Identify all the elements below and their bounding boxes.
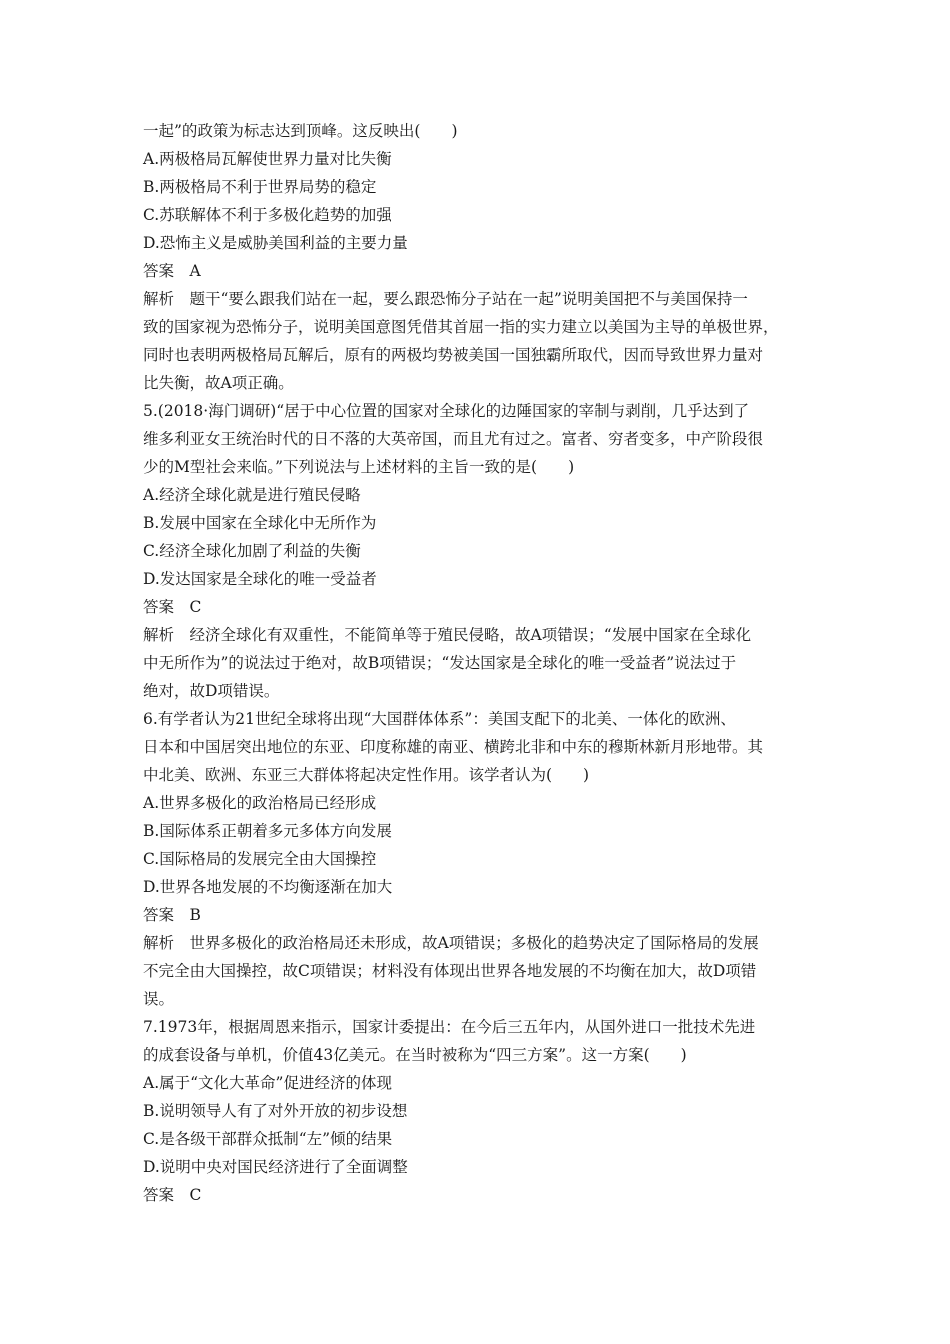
q7-option-d: D.说明中央对国民经济进行了全面调整 [143, 1158, 408, 1176]
q6-stem-line: 中北美、欧洲、东亚三大群体将起决定性作用。该学者认为( ) [143, 766, 590, 784]
q4-option-c: C.苏联解体不利于多极化趋势的加强 [143, 206, 392, 224]
q4-option-a: A.两极格局瓦解使世界力量对比失衡 [143, 150, 392, 168]
q5-option-d: D.发达国家是全球化的唯一受益者 [143, 570, 377, 588]
q6-stem-line: 6.有学者认为21世纪全球将出现“大国群体体系”：美国支配下的北美、一体化的欧洲、 [143, 710, 736, 728]
q6-option-a: A.世界多极化的政治格局已经形成 [143, 794, 377, 812]
q4-stem-end: 一起”的政策为标志达到顶峰。这反映出( ) [143, 122, 458, 140]
q6-stem-line: 日本和中国居突出地位的东亚、印度称雄的南亚、横跨北非和中东的穆斯林新月形地带。其 [143, 738, 764, 756]
q4-analysis-line: 同时也表明两极格局瓦解后，原有的两极均势被美国一国独霸所取代，因而导致世界力量对 [143, 346, 764, 364]
q5-stem-line: 5.(2018·海门调研)“居于中心位置的国家对全球化的边陲国家的宰制与剥削，几乎达到了 [143, 402, 750, 420]
q5-analysis-line: 解析 经济全球化有双重性，不能简单等于殖民侵略，故A项错误；“发展中国家在全球化 [143, 626, 752, 644]
q4-option-b: B.两极格局不利于世界局势的稳定 [143, 178, 377, 196]
q6-analysis-line: 解析 世界多极化的政治格局还未形成，故A项错误；多极化的趋势决定了国际格局的发展 [143, 934, 759, 952]
q6-option-c: C.国际格局的发展完全由大国操控 [143, 850, 377, 868]
q7-stem-line: 7.1973年，根据周恩来指示，国家计委提出：在今后三五年内，从国外进口一批技术先进 [143, 1018, 756, 1036]
q7-answer: 答案 C [143, 1186, 202, 1204]
q5-stem-line: 少的M型社会来临。”下列说法与上述材料的主旨一致的是( ) [143, 458, 575, 476]
q5-analysis-line: 中无所作为”的说法过于绝对，故B项错误；“发达国家是全球化的唯一受益者”说法过于 [143, 654, 737, 672]
q5-option-c: C.经济全球化加剧了利益的失衡 [143, 542, 361, 560]
q6-analysis-line: 误。 [143, 990, 175, 1008]
q7-stem-line: 的成套设备与单机，价值43亿美元。在当时被称为“四三方案”。这一方案( ) [143, 1046, 687, 1064]
q4-answer: 答案 A [143, 262, 201, 280]
q7-option-c: C.是各级干部群众抵制“左”倾的结果 [143, 1130, 393, 1148]
q4-analysis-line: 解析 题干“要么跟我们站在一起，要么跟恐怖分子站在一起”说明美国把不与美国保持一 [143, 290, 748, 308]
q4-analysis-line: 比失衡，故A项正确。 [143, 374, 294, 392]
q7-option-a: A.属于“文化大革命”促进经济的体现 [143, 1074, 392, 1092]
q6-option-b: B.国际体系正朝着多元多体方向发展 [143, 822, 392, 840]
q5-option-b: B.发展中国家在全球化中无所作为 [143, 514, 377, 532]
q5-answer: 答案 C [143, 598, 202, 616]
q6-answer: 答案 B [143, 906, 201, 924]
q6-analysis-line: 不完全由大国操控，故C项错误；材料没有体现出世界各地发展的不均衡在加大，故D项错 [143, 962, 757, 980]
q5-option-a: A.经济全球化就是进行殖民侵略 [143, 486, 361, 504]
q7-option-b: B.说明领导人有了对外开放的初步设想 [143, 1102, 408, 1120]
q5-analysis-line: 绝对，故D项错误。 [143, 682, 280, 700]
q5-stem-line: 维多利亚女王统治时代的日不落的大英帝国，而且尤有过之。富者、穷者变多，中产阶段很 [143, 430, 764, 448]
q6-option-d: D.世界各地发展的不均衡逐渐在加大 [143, 878, 393, 896]
q4-analysis-line: 致的国家视为恐怖分子，说明美国意图凭借其首屈一指的实力建立以美国为主导的单极世界， [143, 318, 779, 336]
document-page [143, 117, 815, 1209]
q4-option-d: D.恐怖主义是威胁美国利益的主要力量 [143, 234, 408, 252]
